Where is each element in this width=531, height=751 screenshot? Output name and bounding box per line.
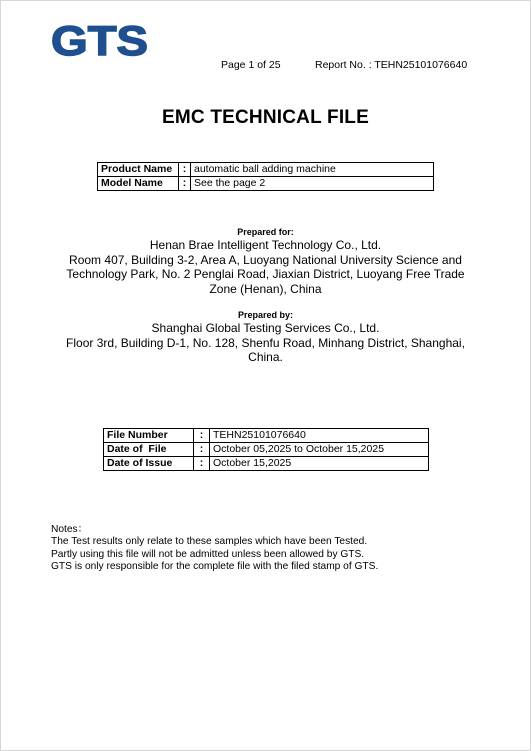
date-of-issue-label: Date of Issue: [104, 457, 194, 471]
lab-address-line: Floor 3rd, Building D-1, No. 128, Shenfu Road, Minhang District, Shanghai,: [66, 335, 465, 350]
product-name-label: Product Name: [98, 163, 179, 177]
model-name-value: See the page 2: [191, 177, 434, 191]
separator: :: [179, 177, 191, 191]
prepared-for-block: [50, 238, 481, 296]
notes-heading: Notes：: [51, 524, 88, 535]
separator: :: [194, 457, 210, 471]
client-address-line: Technology Park, No. 2 Penglai Road, Jiaxian District, Luoyang Free Trade: [66, 267, 465, 282]
product-info-table: [97, 162, 434, 191]
client-address-line: Zone (Henan), China: [209, 281, 322, 296]
lab-name: Shanghai Global Testing Services Co., Ltd.: [151, 321, 380, 335]
separator: :: [194, 443, 210, 457]
lab-address-line: China.: [248, 350, 283, 365]
prepared-by-label: Prepared by:: [237, 310, 294, 320]
file-number-value: TEHN25101076640: [210, 429, 429, 443]
svg-text:GTS: GTS: [51, 25, 148, 57]
model-name-label: Model Name: [98, 177, 179, 191]
date-of-file-label: Date of File: [104, 443, 194, 457]
client-address-line: Room 407, Building 3-2, Area A, Luoyang National University Science and: [69, 252, 462, 267]
table-row: [104, 429, 429, 443]
date-of-file-value: October 05,2025 to October 15,2025: [210, 443, 429, 457]
file-info-table: [103, 428, 429, 471]
product-name-value: automatic ball adding machine: [191, 163, 434, 177]
client-name: Henan Brae Intelligent Technology Co., Ltd.: [149, 238, 382, 252]
table-row: [104, 443, 429, 457]
table-row: [98, 177, 434, 191]
table-row: [104, 457, 429, 471]
table-row: [98, 163, 434, 177]
document-title: EMC TECHNICAL FILE: [162, 107, 369, 128]
prepared-for-label: Prepared for:: [237, 227, 294, 237]
separator: :: [179, 163, 191, 177]
prepared-by-block: [50, 321, 481, 365]
report-number: Report No. : TEHN25101076640: [315, 59, 468, 71]
notes-section: [51, 524, 378, 574]
date-of-issue-value: October 15,2025: [210, 457, 429, 471]
file-number-label: File Number: [104, 429, 194, 443]
note-line: The Test results only relate to these samples which have been Tested.: [51, 536, 368, 548]
page-number: Page 1 of 25: [221, 59, 281, 71]
note-line: GTS is only responsible for the complete file with the filed stamp of GTS.: [51, 561, 379, 573]
note-line: Partly using this file will not be admitted unless been allowed by GTS.: [51, 548, 365, 560]
separator: :: [194, 429, 210, 443]
gts-logo: [51, 25, 149, 57]
